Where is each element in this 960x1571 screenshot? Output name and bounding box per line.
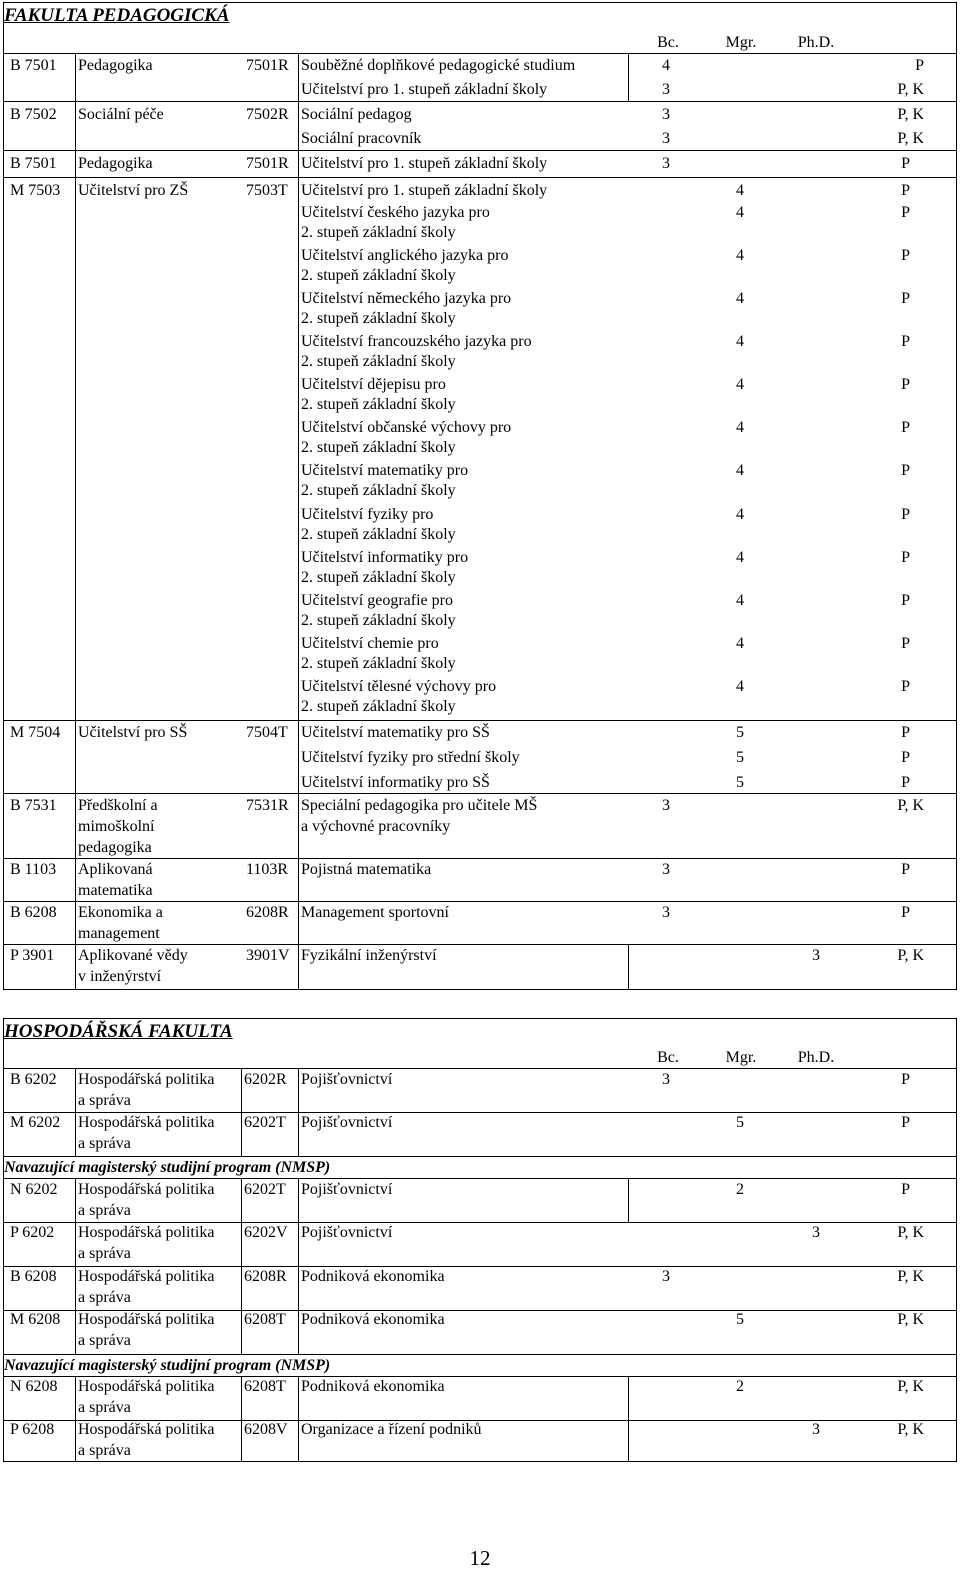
program-code: N 6202 <box>10 1181 58 1198</box>
mgr-years: 4 <box>736 549 744 566</box>
mgr-years: 4 <box>736 506 744 523</box>
study-form: P, K <box>897 1311 924 1328</box>
mgr-years: 4 <box>736 376 744 393</box>
table-rule <box>628 1178 629 1222</box>
table-rule <box>3 1376 957 1377</box>
mgr-years: 4 <box>736 204 744 221</box>
study-form: P <box>901 333 910 350</box>
study-form: P, K <box>897 1378 924 1395</box>
field-name-line2: 2. stupeň základní školy <box>301 569 456 586</box>
table-rule <box>3 150 957 151</box>
program-name: Hospodářská politika <box>78 1071 215 1088</box>
program-name-line2: a správa <box>78 1399 131 1416</box>
program-name: Učitelství pro SŠ <box>78 724 188 741</box>
study-form: P, K <box>897 1421 924 1438</box>
program-code: B 7501 <box>10 155 57 172</box>
study-form: P <box>901 678 910 695</box>
table-rule <box>3 101 957 102</box>
col-header-phd: Ph.D. <box>797 1049 835 1066</box>
bc-years: 3 <box>662 861 670 878</box>
field-name: Učitelství občanské výchovy pro <box>301 419 512 436</box>
mgr-years: 5 <box>736 749 744 766</box>
mgr-years: 2 <box>736 1378 744 1395</box>
study-form: P <box>901 155 910 172</box>
program-code: B 7531 <box>10 797 57 814</box>
table-rule <box>298 1376 299 1462</box>
table-rule <box>3 1112 957 1113</box>
field-code: 3901V <box>246 947 290 964</box>
field-name: Učitelství anglického jazyka pro <box>301 247 509 264</box>
field-name: Učitelství informatiky pro <box>301 549 469 566</box>
mgr-years: 4 <box>736 247 744 264</box>
study-form: P <box>901 592 910 609</box>
program-code: B 6208 <box>10 904 57 921</box>
field-name: Učitelství německého jazyka pro <box>301 290 512 307</box>
program-name-line2: v inženýrství <box>78 968 162 985</box>
table-rule <box>3 1354 957 1355</box>
study-form: P <box>901 247 910 264</box>
program-name-line2: a správa <box>78 1289 131 1306</box>
program-name: Hospodářská politika <box>78 1378 215 1395</box>
field-name: Pojistná matematika <box>301 861 432 878</box>
col-header-bc: Bc. <box>657 34 679 51</box>
program-name: Sociální péče <box>78 106 164 123</box>
table-rule <box>3 53 957 54</box>
program-name: Hospodářská politika <box>78 1421 215 1438</box>
study-form: P <box>901 635 910 652</box>
program-name: Aplikované vědy <box>78 947 188 964</box>
table-rule <box>75 1376 76 1462</box>
program-name: Předškolní a <box>78 797 158 814</box>
bc-years: 3 <box>662 797 670 814</box>
field-name: Učitelství informatiky pro SŠ <box>301 774 490 791</box>
study-form: P <box>901 1181 910 1198</box>
field-name: Učitelství pro 1. stupeň základní školy <box>301 81 548 98</box>
bc-years: 3 <box>662 1071 670 1088</box>
program-code: M 7503 <box>10 182 61 199</box>
program-code: B 6202 <box>10 1071 57 1088</box>
field-name: Podniková ekonomika <box>301 1378 445 1395</box>
field-name: Management sportovní <box>301 904 449 921</box>
program-name-line2: a správa <box>78 1245 131 1262</box>
phd-years: 3 <box>812 1224 820 1241</box>
program-name-line2: mimoškolní <box>78 818 155 835</box>
table-rule <box>628 1376 629 1462</box>
field-name: Pojišťovnictví <box>301 1181 393 1198</box>
table-rule <box>3 1266 957 1267</box>
bc-years: 3 <box>662 81 670 98</box>
program-name: Pedagogika <box>78 57 153 74</box>
field-name-line2: 2. stupeň základní školy <box>301 612 456 629</box>
field-name: Učitelství tělesné výchovy pro <box>301 678 497 695</box>
program-name-line3: pedagogika <box>78 839 152 856</box>
table-rule <box>75 53 76 990</box>
field-name-line2: 2. stupeň základní školy <box>301 482 456 499</box>
study-form: P <box>901 724 910 741</box>
field-name-line2: 2. stupeň základní školy <box>301 224 456 241</box>
field-code: 7503T <box>246 182 288 199</box>
program-name-line2: a správa <box>78 1135 131 1152</box>
bc-years: 3 <box>662 904 670 921</box>
mgr-years: 4 <box>736 462 744 479</box>
mgr-years: 4 <box>736 182 744 199</box>
field-name-line2: a výchovné pracovníky <box>301 818 451 835</box>
field-name: Pojišťovnictví <box>301 1114 393 1131</box>
field-name: Speciální pedagogika pro učitele MŠ <box>301 797 538 814</box>
table-rule <box>628 53 629 101</box>
table-rule <box>241 1178 242 1354</box>
program-code: B 7502 <box>10 106 57 123</box>
program-name: Hospodářská politika <box>78 1311 215 1328</box>
field-name: Pojišťovnictví <box>301 1071 393 1088</box>
field-name-line2: 2. stupeň základní školy <box>301 353 456 370</box>
field-code: 6202V <box>244 1224 288 1241</box>
table-rule <box>241 1068 242 1156</box>
table-rule <box>3 1178 957 1179</box>
bc-years: 3 <box>662 106 670 123</box>
study-form: P <box>901 861 910 878</box>
field-code: 6208T <box>244 1378 286 1395</box>
program-name: Hospodářská politika <box>78 1181 215 1198</box>
table-rule <box>3 944 957 945</box>
table-rule <box>298 53 299 990</box>
program-name-line2: a správa <box>78 1092 131 1109</box>
mgr-years: 4 <box>736 290 744 307</box>
table-rule <box>628 944 629 990</box>
program-name: Pedagogika <box>78 155 153 172</box>
study-form: P <box>901 749 910 766</box>
faculty-title: HOSPODÁŘSKÁ FAKULTA <box>4 1021 233 1042</box>
field-name: Učitelství pro 1. stupeň základní školy <box>301 182 548 199</box>
field-code: 7502R <box>246 106 289 123</box>
table-rule <box>3 901 957 902</box>
subheading-nmsp: Navazující magisterský studijní program (NMSP) <box>4 1159 331 1176</box>
field-code: 7501R <box>246 57 289 74</box>
study-form: P <box>901 1071 910 1088</box>
field-code: 6208T <box>244 1311 286 1328</box>
program-name-line2: a správa <box>78 1442 131 1459</box>
field-name: Organizace a řízení podniků <box>301 1421 482 1438</box>
field-name: Učitelství pro 1. stupeň základní školy <box>301 155 548 172</box>
table-rule <box>3 720 957 721</box>
bc-years: 3 <box>662 130 670 147</box>
field-name: Fyzikální inženýrství <box>301 947 437 964</box>
study-form: P <box>901 462 910 479</box>
mgr-years: 4 <box>736 678 744 695</box>
subheading-nmsp: Navazující magisterský studijní program (NMSP) <box>4 1357 331 1374</box>
table-rule <box>3 1156 957 1157</box>
field-code: 7504T <box>246 724 288 741</box>
table-rule <box>3 177 957 178</box>
field-name: Podniková ekonomika <box>301 1268 445 1285</box>
program-code: P 6202 <box>10 1224 55 1241</box>
mgr-years: 4 <box>736 419 744 436</box>
faculty-title: FAKULTA PEDAGOGICKÁ <box>4 5 230 26</box>
bc-years: 3 <box>662 1268 670 1285</box>
study-form: P, K <box>897 797 924 814</box>
program-name: Učitelství pro ZŠ <box>78 182 189 199</box>
study-form: P, K <box>897 130 924 147</box>
study-form: P <box>901 506 910 523</box>
field-code: 6202T <box>244 1114 286 1131</box>
field-name: Pojišťovnictví <box>301 1224 393 1241</box>
study-form: P <box>901 904 910 921</box>
study-form: P <box>901 419 910 436</box>
mgr-years: 4 <box>736 333 744 350</box>
field-name-line2: 2. stupeň základní školy <box>301 655 456 672</box>
program-name: Hospodářská politika <box>78 1114 215 1131</box>
field-name: Podniková ekonomika <box>301 1311 445 1328</box>
program-code: M 6208 <box>10 1311 61 1328</box>
program-code: M 7504 <box>10 724 61 741</box>
table-rule <box>3 1068 957 1069</box>
program-code: P 6208 <box>10 1421 55 1438</box>
study-form: P, K <box>897 106 924 123</box>
program-code: P 3901 <box>10 947 55 964</box>
program-name: Ekonomika a <box>78 904 163 921</box>
mgr-years: 5 <box>736 774 744 791</box>
field-name-line2: 2. stupeň základní školy <box>301 526 456 543</box>
table-rule <box>3 793 957 794</box>
program-code: B 1103 <box>10 861 57 878</box>
field-code: 6208R <box>246 904 289 921</box>
field-name: Učitelství matematiky pro SŠ <box>301 724 490 741</box>
mgr-years: 4 <box>736 635 744 652</box>
program-name-line2: a správa <box>78 1332 131 1349</box>
program-name-line2: management <box>78 925 160 942</box>
program-name-line2: matematika <box>78 882 153 899</box>
table-rule <box>298 1178 299 1354</box>
field-name: Sociální pedagog <box>301 106 412 123</box>
col-header-mgr: Mgr. <box>725 1049 757 1066</box>
phd-years: 3 <box>812 947 820 964</box>
study-form: P, K <box>897 947 924 964</box>
study-form: P <box>901 204 910 221</box>
study-form: P <box>901 1114 910 1131</box>
field-name-line2: 2. stupeň základní školy <box>301 267 456 284</box>
field-name-line2: 2. stupeň základní školy <box>301 310 456 327</box>
program-code: B 6208 <box>10 1268 57 1285</box>
field-name-line2: 2. stupeň základní školy <box>301 439 456 456</box>
bc-years: 4 <box>662 57 670 74</box>
phd-years: 3 <box>812 1421 820 1438</box>
field-name: Učitelství francouzského jazyka pro <box>301 333 532 350</box>
field-name: Učitelství dějepisu pro <box>301 376 446 393</box>
field-code: 6202R <box>244 1071 287 1088</box>
table-rule <box>3 1222 957 1223</box>
table-rule <box>298 1068 299 1156</box>
field-name: Učitelství chemie pro <box>301 635 439 652</box>
mgr-years: 5 <box>736 1114 744 1131</box>
field-code: 7501R <box>246 155 289 172</box>
col-header-bc: Bc. <box>657 1049 679 1066</box>
program-code: N 6208 <box>10 1378 58 1395</box>
study-form: P <box>901 549 910 566</box>
program-code: B 7501 <box>10 57 57 74</box>
table-rule <box>75 1068 76 1156</box>
field-name: Sociální pracovník <box>301 130 422 147</box>
col-header-mgr: Mgr. <box>725 34 757 51</box>
table-rule <box>3 858 957 859</box>
study-form: P <box>901 182 910 199</box>
field-name: Učitelství fyziky pro <box>301 506 434 523</box>
field-code: 7531R <box>246 797 289 814</box>
field-code: 6202T <box>244 1181 286 1198</box>
study-form: P <box>915 57 924 74</box>
study-form: P <box>901 774 910 791</box>
field-name: Učitelství českého jazyka pro <box>301 204 490 221</box>
study-form: P, K <box>897 81 924 98</box>
field-code: 6208R <box>244 1268 287 1285</box>
program-code: M 6202 <box>10 1114 61 1131</box>
study-form: P <box>901 376 910 393</box>
field-name: Učitelství geografie pro <box>301 592 453 609</box>
program-name: Hospodářská politika <box>78 1268 215 1285</box>
study-form: P, K <box>897 1268 924 1285</box>
field-code: 1103R <box>246 861 289 878</box>
mgr-years: 5 <box>736 724 744 741</box>
program-name-line2: a správa <box>78 1202 131 1219</box>
bc-years: 3 <box>662 155 670 172</box>
field-name-line2: 2. stupeň základní školy <box>301 396 456 413</box>
col-header-phd: Ph.D. <box>797 34 835 51</box>
mgr-years: 5 <box>736 1311 744 1328</box>
field-name: Učitelství fyziky pro střední školy <box>301 749 520 766</box>
mgr-years: 2 <box>736 1181 744 1198</box>
field-name: Souběžné doplňkové pedagogické studium <box>301 57 576 74</box>
program-name: Aplikovaná <box>78 861 153 878</box>
study-form: P <box>901 290 910 307</box>
mgr-years: 4 <box>736 592 744 609</box>
study-form: P, K <box>897 1224 924 1241</box>
field-code: 6208V <box>244 1421 288 1438</box>
table-rule <box>75 1178 76 1354</box>
field-name: Učitelství matematiky pro <box>301 462 469 479</box>
field-name-line2: 2. stupeň základní školy <box>301 698 456 715</box>
table-rule <box>241 1376 242 1462</box>
page-number: 12 <box>469 1546 491 1570</box>
program-name: Hospodářská politika <box>78 1224 215 1241</box>
